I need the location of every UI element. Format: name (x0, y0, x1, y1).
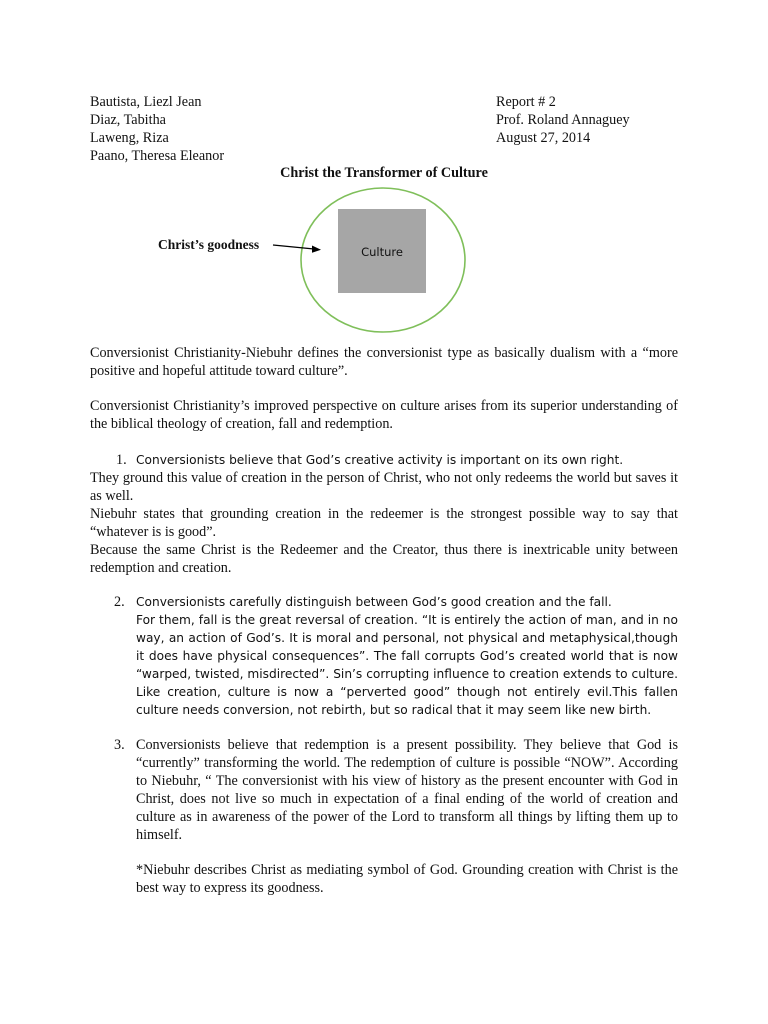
intro-paragraph-2: Conversionist Christianity’s improved perspective on culture arises from its superior understanding of the biblical theology of creation, fall and redemption. (90, 398, 678, 432)
point-3-body: Conversionists believe that redemption is a present possibility. They believe that God is “currently” transforming the world. The redemption of culture is possible “NOW”. According to Niebuhr, “ The conversionist with his view of history as the present encounter with God in Christ, does not live so much in expectation of a final ending of the world of creation and culture as in awareness of the power of the Lord to transform all things by lifting them up to himself. (136, 737, 678, 843)
author-4: Paano, Theresa Eleanor (90, 148, 225, 164)
point-2-lead: Conversionists carefully distinguish between God’s good creation and the fall. (136, 595, 612, 609)
point-2-body: For them, fall is the great reversal of creation. “It is entirely the action of man, and in no way, an action of God’s. It is moral and personal, not physical and metaphysical,though it does have physical consequences”. The fall corrupts God’s created world that is now “warped, twisted, misdirected”. Sin’s corrupting influence to creation extends to culture. Like creation, culture is now a “perverted good” though not entirely evil.This fallen culture needs conversion, not rebirth, but so radical that it may seem like new birth. (136, 613, 678, 717)
professor-name: Prof. Roland Annaguey (496, 112, 630, 128)
point-1-line-1: They ground this value of creation in the person of Christ, who not only redeems the world but saves it as well. (90, 470, 678, 504)
author-1: Bautista, Liezl Jean (90, 94, 202, 110)
arrow-line (273, 245, 314, 249)
author-3: Laweng, Riza (90, 130, 169, 146)
point-3-note: *Niebuhr describes Christ as mediating symbol of God. Grounding creation with Christ is the best way to express its goodness. (136, 862, 678, 896)
point-2-number: 2. (114, 594, 125, 610)
arrow-label: Christ’s goodness (158, 237, 260, 252)
point-3-number: 3. (114, 737, 125, 753)
author-2: Diaz, Tabitha (90, 112, 166, 128)
page-title: Christ the Transformer of Culture (280, 165, 488, 181)
point-1-lead: Conversionists believe that God’s creative activity is important on its own right. (136, 453, 624, 467)
culture-box-label: Culture (361, 245, 403, 259)
intro-paragraph-1: Conversionist Christianity-Niebuhr defines the conversionist type as basically dualism with a “more positive and hopeful attitude toward culture”. (90, 345, 678, 379)
point-1-number: 1. (116, 452, 127, 468)
report-date: August 27, 2014 (496, 130, 591, 146)
point-1-line-2: Niebuhr states that grounding creation in the redeemer is the strongest possible way to say that “whatever is is good”. (90, 506, 678, 540)
report-number: Report # 2 (496, 94, 556, 110)
point-1-line-3: Because the same Christ is the Redeemer and the Creator, thus there is inextricable unity between redemption and creation. (90, 542, 678, 576)
arrow-head-icon (312, 246, 321, 253)
